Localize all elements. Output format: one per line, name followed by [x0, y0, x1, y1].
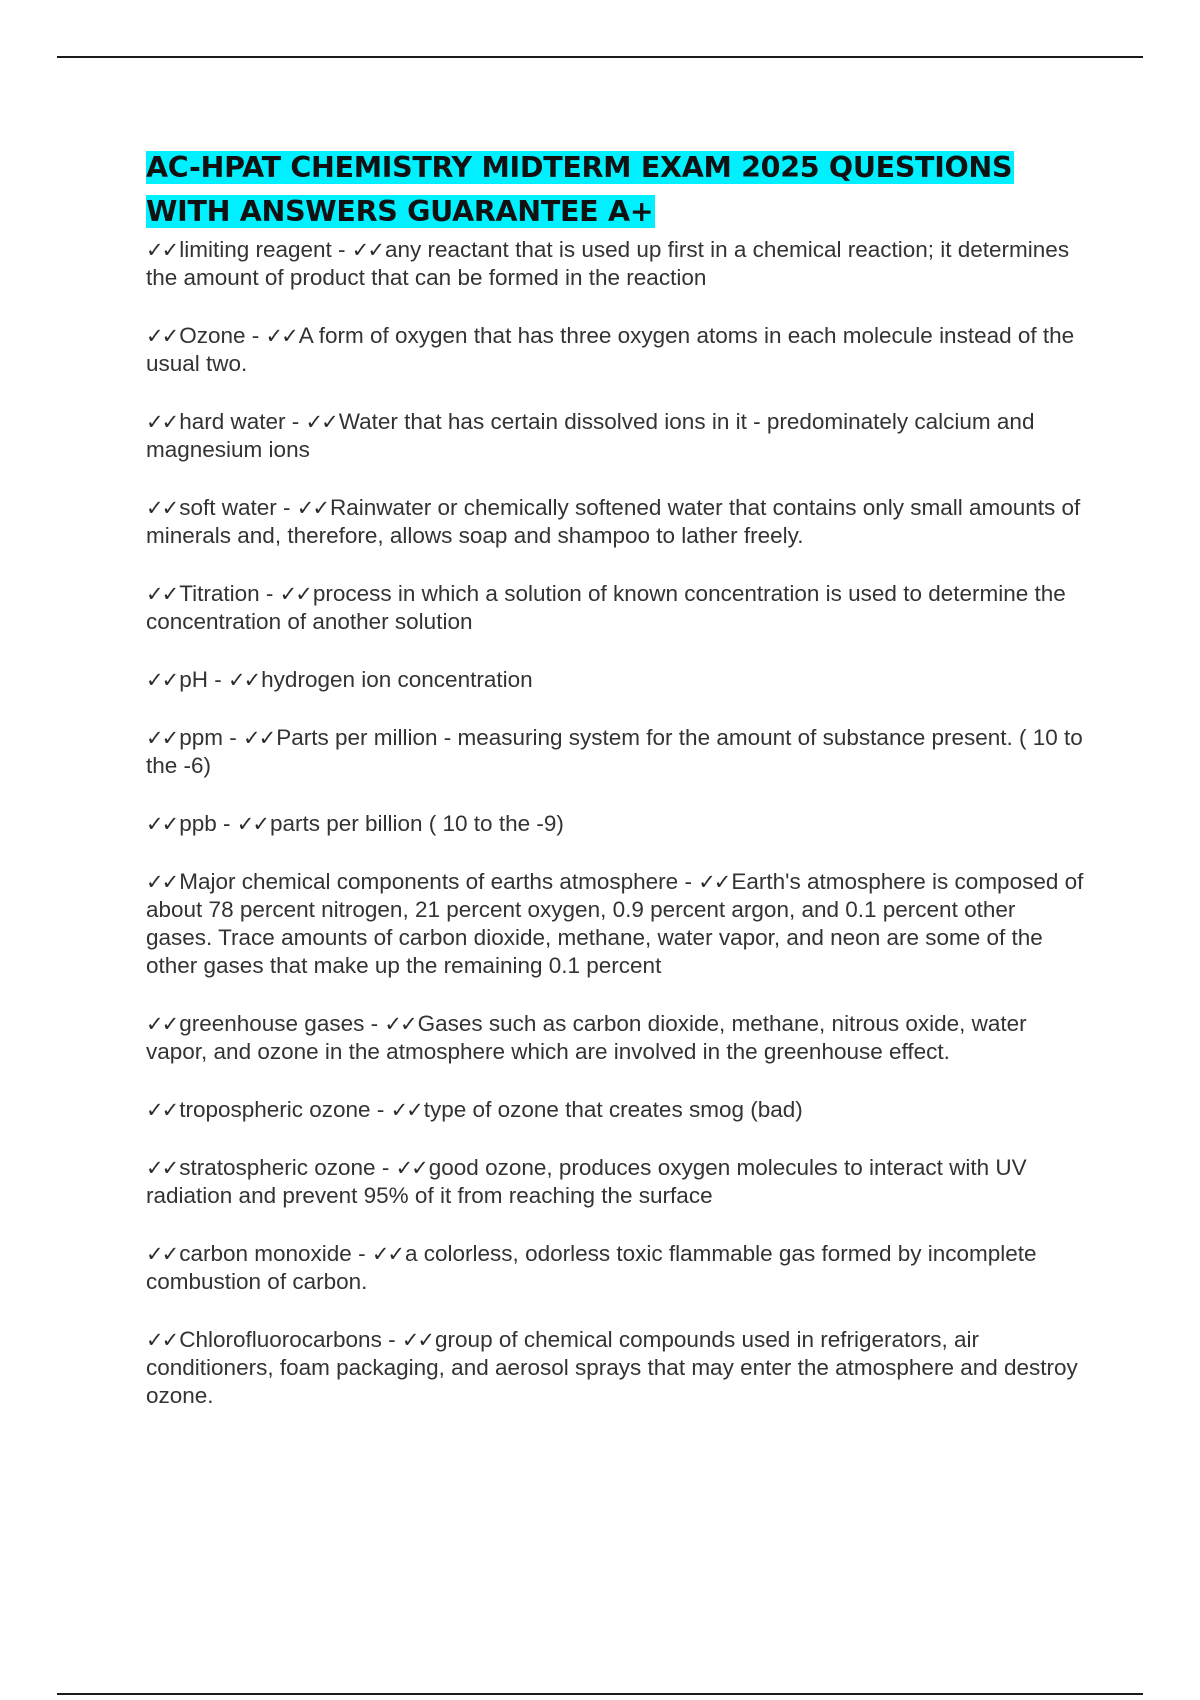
qa-entry	[146, 810, 1086, 838]
qa-entry	[146, 1096, 1086, 1124]
entry-separator: -	[245, 323, 266, 348]
entry-term: soft water	[179, 495, 277, 520]
double-check-icon: ✓✓	[395, 1156, 427, 1180]
double-check-icon: ✓✓	[698, 870, 730, 894]
double-check-icon: ✓✓	[390, 1098, 422, 1122]
document-title	[146, 146, 1086, 234]
entry-separator: -	[364, 1011, 385, 1036]
entry-separator: -	[381, 1327, 402, 1352]
qa-entry	[146, 868, 1086, 980]
title-highlight: AC-HPAT CHEMISTRY MIDTERM EXAM 2025 QUESTIONS WITH ANSWERS GUARANTEE A+	[146, 151, 1013, 228]
double-check-icon: ✓✓	[146, 668, 178, 692]
entry-term: limiting reagent	[179, 237, 332, 262]
double-check-icon: ✓✓	[146, 1156, 178, 1180]
qa-entry	[146, 1010, 1086, 1066]
entry-term: Ozone	[179, 323, 246, 348]
double-check-icon: ✓✓	[265, 324, 297, 348]
entry-separator: -	[259, 581, 280, 606]
entry-definition: Gases such as carbon dioxide, methane, nitrous oxide, water vapor, and ozone in the atmosphere which are involved in the greenhouse effect.	[146, 1011, 1027, 1064]
double-check-icon: ✓✓	[371, 1242, 404, 1266]
qa-entry	[146, 666, 1086, 694]
double-check-icon: ✓✓	[227, 668, 260, 692]
double-check-icon: ✓✓	[146, 410, 178, 434]
qa-entry	[146, 236, 1086, 292]
entry-term: Major chemical components of earths atmosphere	[179, 869, 679, 894]
entry-term: tropospheric ozone	[179, 1097, 371, 1122]
double-check-icon: ✓✓	[242, 726, 275, 750]
entry-separator: -	[351, 1241, 372, 1266]
double-check-icon: ✓✓	[146, 870, 178, 894]
entry-term: ppm	[179, 725, 223, 750]
entry-definition: any reactant that is used up first in a chemical reaction; it determines the amount of product that can be formed in the reaction	[146, 237, 1070, 290]
double-check-icon: ✓✓	[146, 1098, 178, 1122]
footer-rule	[57, 1693, 1143, 1695]
entry-term: ppb	[179, 811, 217, 836]
entry-definition: Earth's atmosphere is composed of about 78 percent nitrogen, 21 percent oxygen, 0.9 percent argon, and 0.1 percent other gases. Trace amounts of carbon dioxide, methane, water vapor, and neon are some of the other gases that make up the remaining 0.1 percent	[146, 869, 1084, 978]
entry-definition: A form of oxygen that has three oxygen atoms in each molecule instead of the usual two.	[146, 323, 1075, 376]
qa-list	[146, 236, 1086, 1410]
entry-definition: parts per billion ( 10 to the -9)	[269, 811, 564, 836]
double-check-icon: ✓✓	[236, 812, 268, 836]
double-check-icon: ✓✓	[401, 1328, 434, 1352]
double-check-icon: ✓✓	[351, 238, 383, 262]
document-body	[146, 146, 1086, 1440]
qa-entry	[146, 322, 1086, 378]
entry-separator: -	[216, 811, 237, 836]
entry-separator: -	[678, 869, 699, 894]
double-check-icon: ✓✓	[305, 410, 337, 434]
entry-separator: -	[331, 237, 352, 262]
double-check-icon: ✓✓	[146, 496, 178, 520]
entry-definition: hydrogen ion concentration	[261, 667, 533, 692]
double-check-icon: ✓✓	[146, 582, 178, 606]
entry-separator: -	[276, 495, 297, 520]
entry-term: hard water	[179, 409, 286, 434]
entry-term: greenhouse gases	[179, 1011, 365, 1036]
entry-definition: Rainwater or chemically softened water that contains only small amounts of minerals and, therefore, allows soap and shampoo to lather freely.	[146, 495, 1081, 548]
double-check-icon: ✓✓	[296, 496, 328, 520]
entry-definition: type of ozone that creates smog (bad)	[423, 1097, 803, 1122]
double-check-icon: ✓✓	[279, 582, 311, 606]
entry-separator: -	[285, 409, 306, 434]
double-check-icon: ✓✓	[146, 324, 178, 348]
entry-term: carbon monoxide	[179, 1241, 352, 1266]
entry-term: stratospheric ozone	[179, 1155, 376, 1180]
header-rule	[57, 56, 1143, 58]
entry-separator: -	[222, 725, 243, 750]
entry-term: pH	[179, 667, 208, 692]
qa-entry	[146, 724, 1086, 780]
qa-entry	[146, 1154, 1086, 1210]
double-check-icon: ✓✓	[146, 812, 178, 836]
qa-entry	[146, 408, 1086, 464]
double-check-icon: ✓✓	[146, 238, 178, 262]
entry-separator: -	[370, 1097, 391, 1122]
double-check-icon: ✓✓	[146, 726, 178, 750]
entry-definition: a colorless, odorless toxic flammable gas formed by incomplete combustion of carbon.	[146, 1241, 1037, 1294]
double-check-icon: ✓✓	[384, 1012, 416, 1036]
qa-entry	[146, 580, 1086, 636]
double-check-icon: ✓✓	[146, 1012, 178, 1036]
qa-entry	[146, 494, 1086, 550]
entry-definition: good ozone, produces oxygen molecules to interact with UV radiation and prevent 95% of it from reaching the surface	[146, 1155, 1027, 1208]
qa-entry	[146, 1326, 1086, 1410]
entry-term: Chlorofluorocarbons	[179, 1327, 382, 1352]
double-check-icon: ✓✓	[146, 1328, 178, 1352]
entry-separator: -	[207, 667, 228, 692]
entry-definition: Parts per million - measuring system for the amount of substance present. ( 10 to the -6)	[146, 725, 1083, 778]
double-check-icon: ✓✓	[146, 1242, 178, 1266]
entry-definition: process in which a solution of known concentration is used to determine the concentration of another solution	[146, 581, 1066, 634]
entry-term: Titration	[179, 581, 260, 606]
entry-separator: -	[375, 1155, 396, 1180]
entry-definition: group of chemical compounds used in refrigerators, air conditioners, foam packaging, and aerosol sprays that may enter the atmosphere and destroy ozone.	[146, 1327, 1078, 1408]
entry-definition: Water that has certain dissolved ions in it - predominately calcium and magnesium ions	[146, 409, 1035, 462]
qa-entry	[146, 1240, 1086, 1296]
